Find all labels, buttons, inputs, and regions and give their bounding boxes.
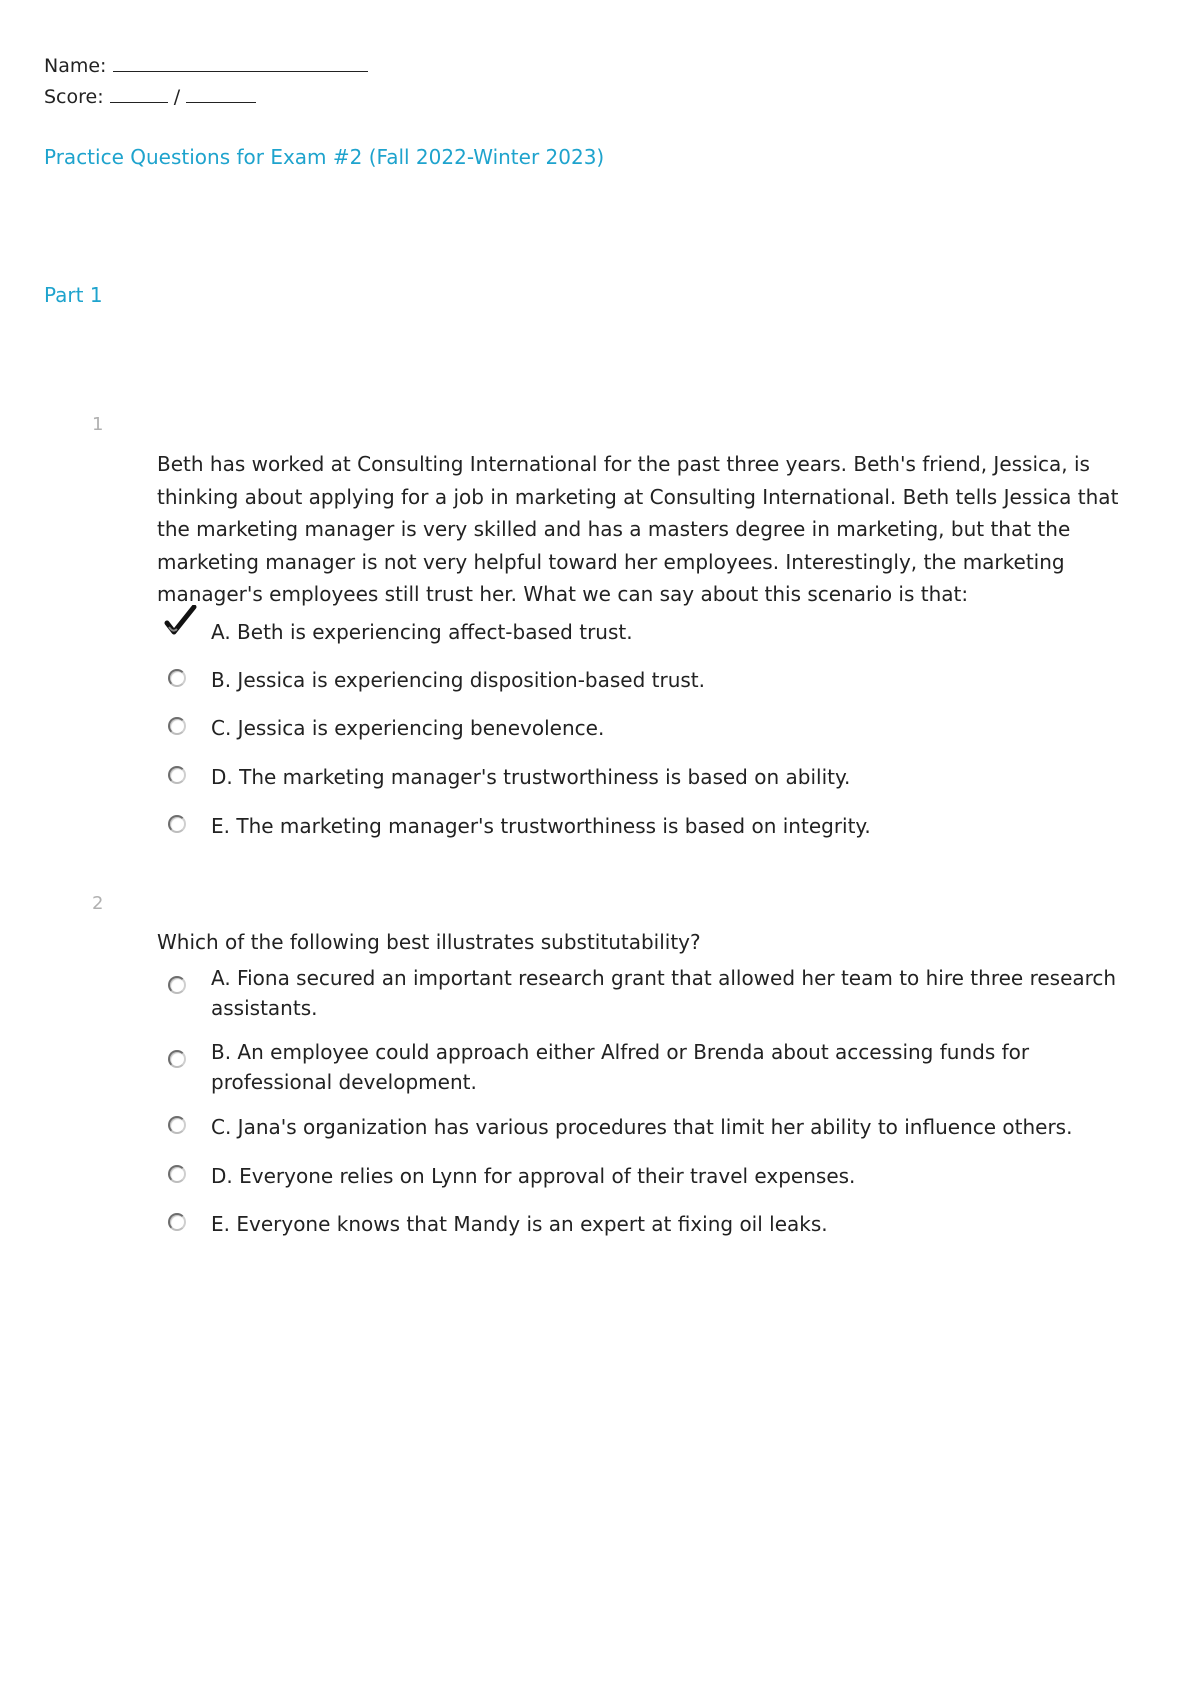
part-heading: Part 1 <box>44 283 103 307</box>
radio-icon[interactable] <box>168 1116 192 1140</box>
radio-icon[interactable] <box>168 1050 192 1074</box>
radio-icon[interactable] <box>168 1165 192 1189</box>
option-text: C. Jana's organization has various procedures that limit her ability to influence others. <box>211 1115 1073 1139</box>
radio-icon[interactable] <box>168 669 192 693</box>
radio-icon[interactable] <box>168 815 192 839</box>
score-separator: / <box>173 86 181 108</box>
name-line <box>44 55 368 77</box>
option-text: C. Jessica is experiencing benevolence. <box>211 716 605 740</box>
option-text: B. Jessica is experiencing disposition-based trust. <box>211 668 706 692</box>
option-text: B. An employee could approach either Alfred or Brenda about accessing funds for professional development. <box>211 1040 1030 1094</box>
option-text: E. Everyone knows that Mandy is an expert at fixing oil leaks. <box>211 1212 828 1236</box>
question-stem: Which of the following best illustrates substitutability? <box>157 930 701 954</box>
option-text: A. Beth is experiencing affect-based trust. <box>211 620 633 644</box>
page-title: Practice Questions for Exam #2 (Fall 2022-Winter 2023) <box>44 145 605 169</box>
radio-icon[interactable] <box>168 1213 192 1237</box>
option-text: E. The marketing manager's trustworthiness is based on integrity. <box>211 814 871 838</box>
option-text: A. Fiona secured an important research grant that allowed her team to hire three research assistants. <box>211 966 1117 1020</box>
radio-icon[interactable] <box>168 976 192 1000</box>
score-earned-blank <box>110 86 168 103</box>
score-total-blank <box>186 86 256 103</box>
score-label: Score: <box>44 86 104 108</box>
radio-icon[interactable] <box>168 717 192 741</box>
name-blank <box>113 55 368 72</box>
question-number: 1 <box>92 414 104 435</box>
option-text: D. The marketing manager's trustworthiness is based on ability. <box>211 765 851 789</box>
option-text: D. Everyone relies on Lynn for approval of their travel expenses. <box>211 1164 856 1188</box>
checkmark-icon[interactable] <box>164 605 198 639</box>
radio-icon[interactable] <box>168 766 192 790</box>
question-stem: Beth has worked at Consulting International for the past three years. Beth's friend, Jessica, is thinking about applying for a job in marketing at Consulting International. Beth tells Jessica that the marketing manager is very skilled and has a masters degree in marketing, but that the marketing manager is not very helpful toward her employees. Interestingly, the marketing manager's employees still trust her. What we can say about this scenario is that: <box>157 452 1119 606</box>
question-number: 2 <box>92 893 104 914</box>
name-label: Name: <box>44 55 107 77</box>
score-line <box>44 86 256 108</box>
